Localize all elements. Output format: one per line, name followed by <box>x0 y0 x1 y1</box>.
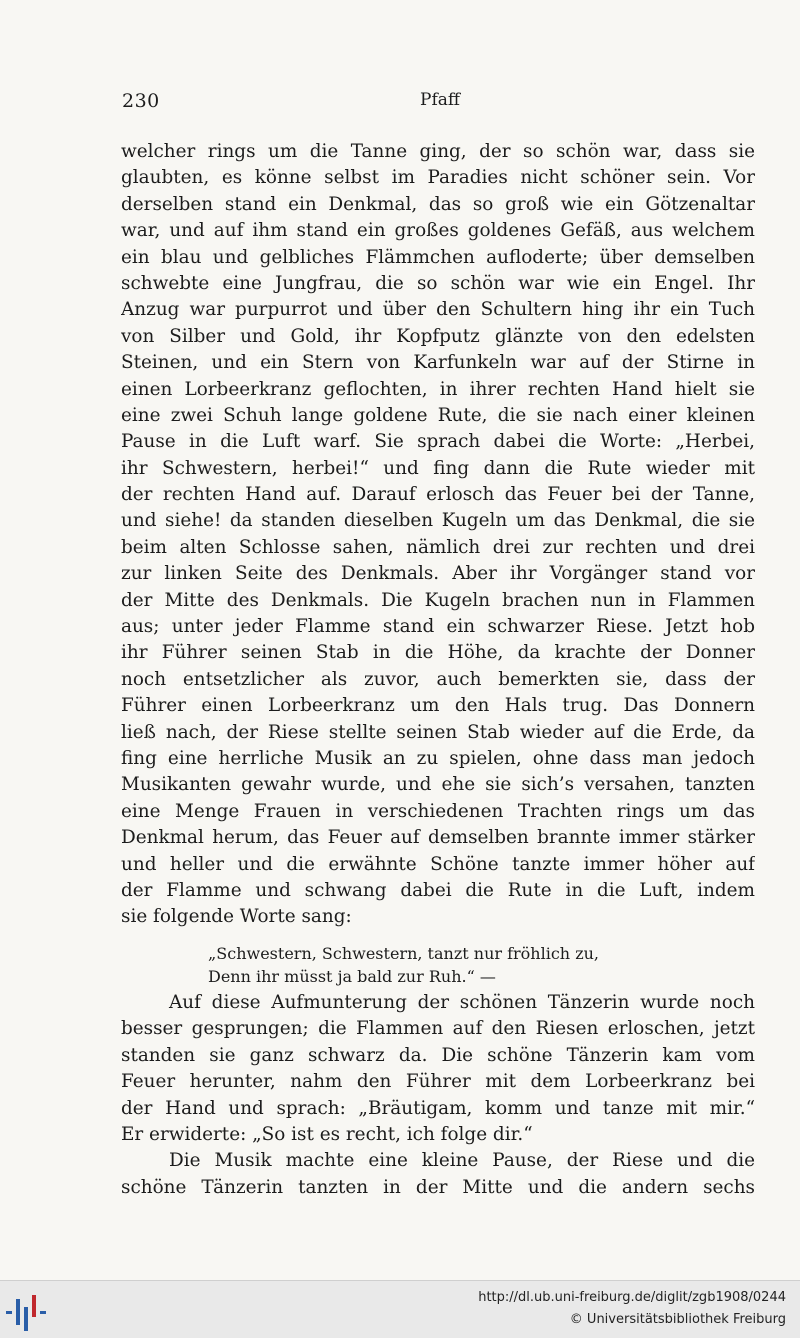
text-line: eine Menge Frauen in verschiedenen Trachten rings um das <box>121 800 755 822</box>
text-line: Pause in die Luft warf. Sie sprach dabei die Worte: „Herbei, <box>121 431 755 453</box>
body-text <box>121 139 755 931</box>
verse-line: Denn ihr müsst ja bald zur Ruh.“ — <box>208 967 496 986</box>
text-line: der rechten Hand auf. Darauf erlosch das Feuer bei der Tanne, <box>121 484 755 506</box>
body-text-continued <box>121 990 755 1201</box>
text-line: ihr Führer seinen Stab in die Höhe, da krachte der Donner <box>121 642 755 664</box>
text-line: sie folgende Worte sang: <box>121 906 352 928</box>
text-line: derselben stand ein Denkmal, das so groß wie ein Götzenaltar <box>121 193 755 215</box>
text-line: Führer einen Lorbeerkranz um den Hals trug. Das Donnern <box>121 695 755 717</box>
text-line: von Silber und Gold, ihr Kopfputz glänzte von den edelsten <box>121 325 755 347</box>
text-line: Denkmal herum, das Feuer auf demselben brannte immer stärker <box>121 827 755 849</box>
text-line: ließ nach, der Riese stellte seinen Stab wieder auf die Erde, da <box>121 721 755 743</box>
text-line: eine zwei Schuh lange goldene Rute, die sie nach einer kleinen <box>121 404 755 426</box>
page-header <box>0 90 800 120</box>
text-line: ihr Schwestern, herbei!“ und fing dann die Rute wieder mit <box>121 457 755 479</box>
text-line: Steinen, und ein Stern von Karfunkeln war auf der Stirne in <box>121 352 755 374</box>
text-line: schwebte eine Jungfrau, die so schön war wie ein Engel. Ihr <box>121 272 755 294</box>
text-line: glaubten, es könne selbst im Paradies nicht schöner sein. Vor <box>121 167 755 189</box>
text-line: Die Musik machte eine kleine Pause, der Riese und die <box>169 1150 755 1172</box>
text-line: der Mitte des Denkmals. Die Kugeln brachen nun in Flammen <box>121 589 755 611</box>
text-line: schöne Tänzerin tanzten in der Mitte und die andern sechs <box>121 1176 755 1198</box>
text-line: ein blau und gelbliches Flämmchen aufloderte; über demselben <box>121 246 755 268</box>
verse-line: „Schwestern, Schwestern, tanzt nur fröhlich zu, <box>208 944 600 963</box>
ub-freiburg-logo-icon[interactable] <box>4 1291 50 1331</box>
copyright-notice: © Universitätsbibliothek Freiburg <box>569 1312 786 1327</box>
text-line: Auf diese Aufmunterung der schönen Tänzerin wurde noch <box>169 992 755 1013</box>
text-line: noch entsetzlicher als zuvor, auch bemerkten sie, dass der <box>121 668 755 690</box>
text-line: der Hand und sprach: „Bräutigam, komm und tanze mit mir.“ <box>121 1097 755 1119</box>
text-line: der Flamme und schwang dabei die Rute in die Luft, indem <box>121 879 755 901</box>
text-line: und siehe! da standen dieselben Kugeln um das Denkmal, die sie <box>121 510 755 532</box>
viewer-footer <box>0 1280 800 1338</box>
text-line: fing eine herrliche Musik an zu spielen, ohne dass man jedoch <box>121 747 755 769</box>
verse-quote <box>208 942 678 988</box>
text-line: standen sie ganz schwarz da. Die schöne Tänzerin kam vom <box>121 1044 755 1066</box>
page-number: 230 <box>122 90 160 112</box>
text-line: beim alten Schlosse sahen, nämlich drei zur rechten und drei <box>121 536 755 558</box>
running-head: Pfaff <box>420 90 460 110</box>
permalink-url[interactable]: http://dl.ub.uni-freiburg.de/diglit/zgb1908/0244 <box>478 1290 786 1305</box>
text-line: Er erwiderte: „So ist es recht, ich folge dir.“ <box>121 1123 533 1145</box>
text-line: war, und auf ihm stand ein großes goldenes Gefäß, aus welchem <box>121 220 755 242</box>
text-line: Anzug war purpurrot und über den Schultern hing ihr ein Tuch <box>121 299 755 321</box>
text-line: Musikanten gewahr wurde, und ehe sie sich’s versahen, tanzten <box>121 774 755 796</box>
text-line: aus; unter jeder Flamme stand ein schwarzer Riese. Jetzt hob <box>121 616 755 638</box>
text-line: welcher rings um die Tanne ging, der so schön war, dass sie <box>121 141 755 162</box>
text-line: Feuer herunter, nahm den Führer mit dem Lorbeerkranz bei <box>121 1071 755 1093</box>
text-line: besser gesprungen; die Flammen auf den Riesen erloschen, jetzt <box>121 1018 755 1040</box>
text-line: zur linken Seite des Denkmals. Aber ihr Vorgänger stand vor <box>121 563 755 585</box>
text-line: einen Lorbeerkranz geflochten, in ihrer rechten Hand hielt sie <box>121 378 755 400</box>
text-line: und heller und die erwähnte Schöne tanzte immer höher auf <box>121 853 755 875</box>
